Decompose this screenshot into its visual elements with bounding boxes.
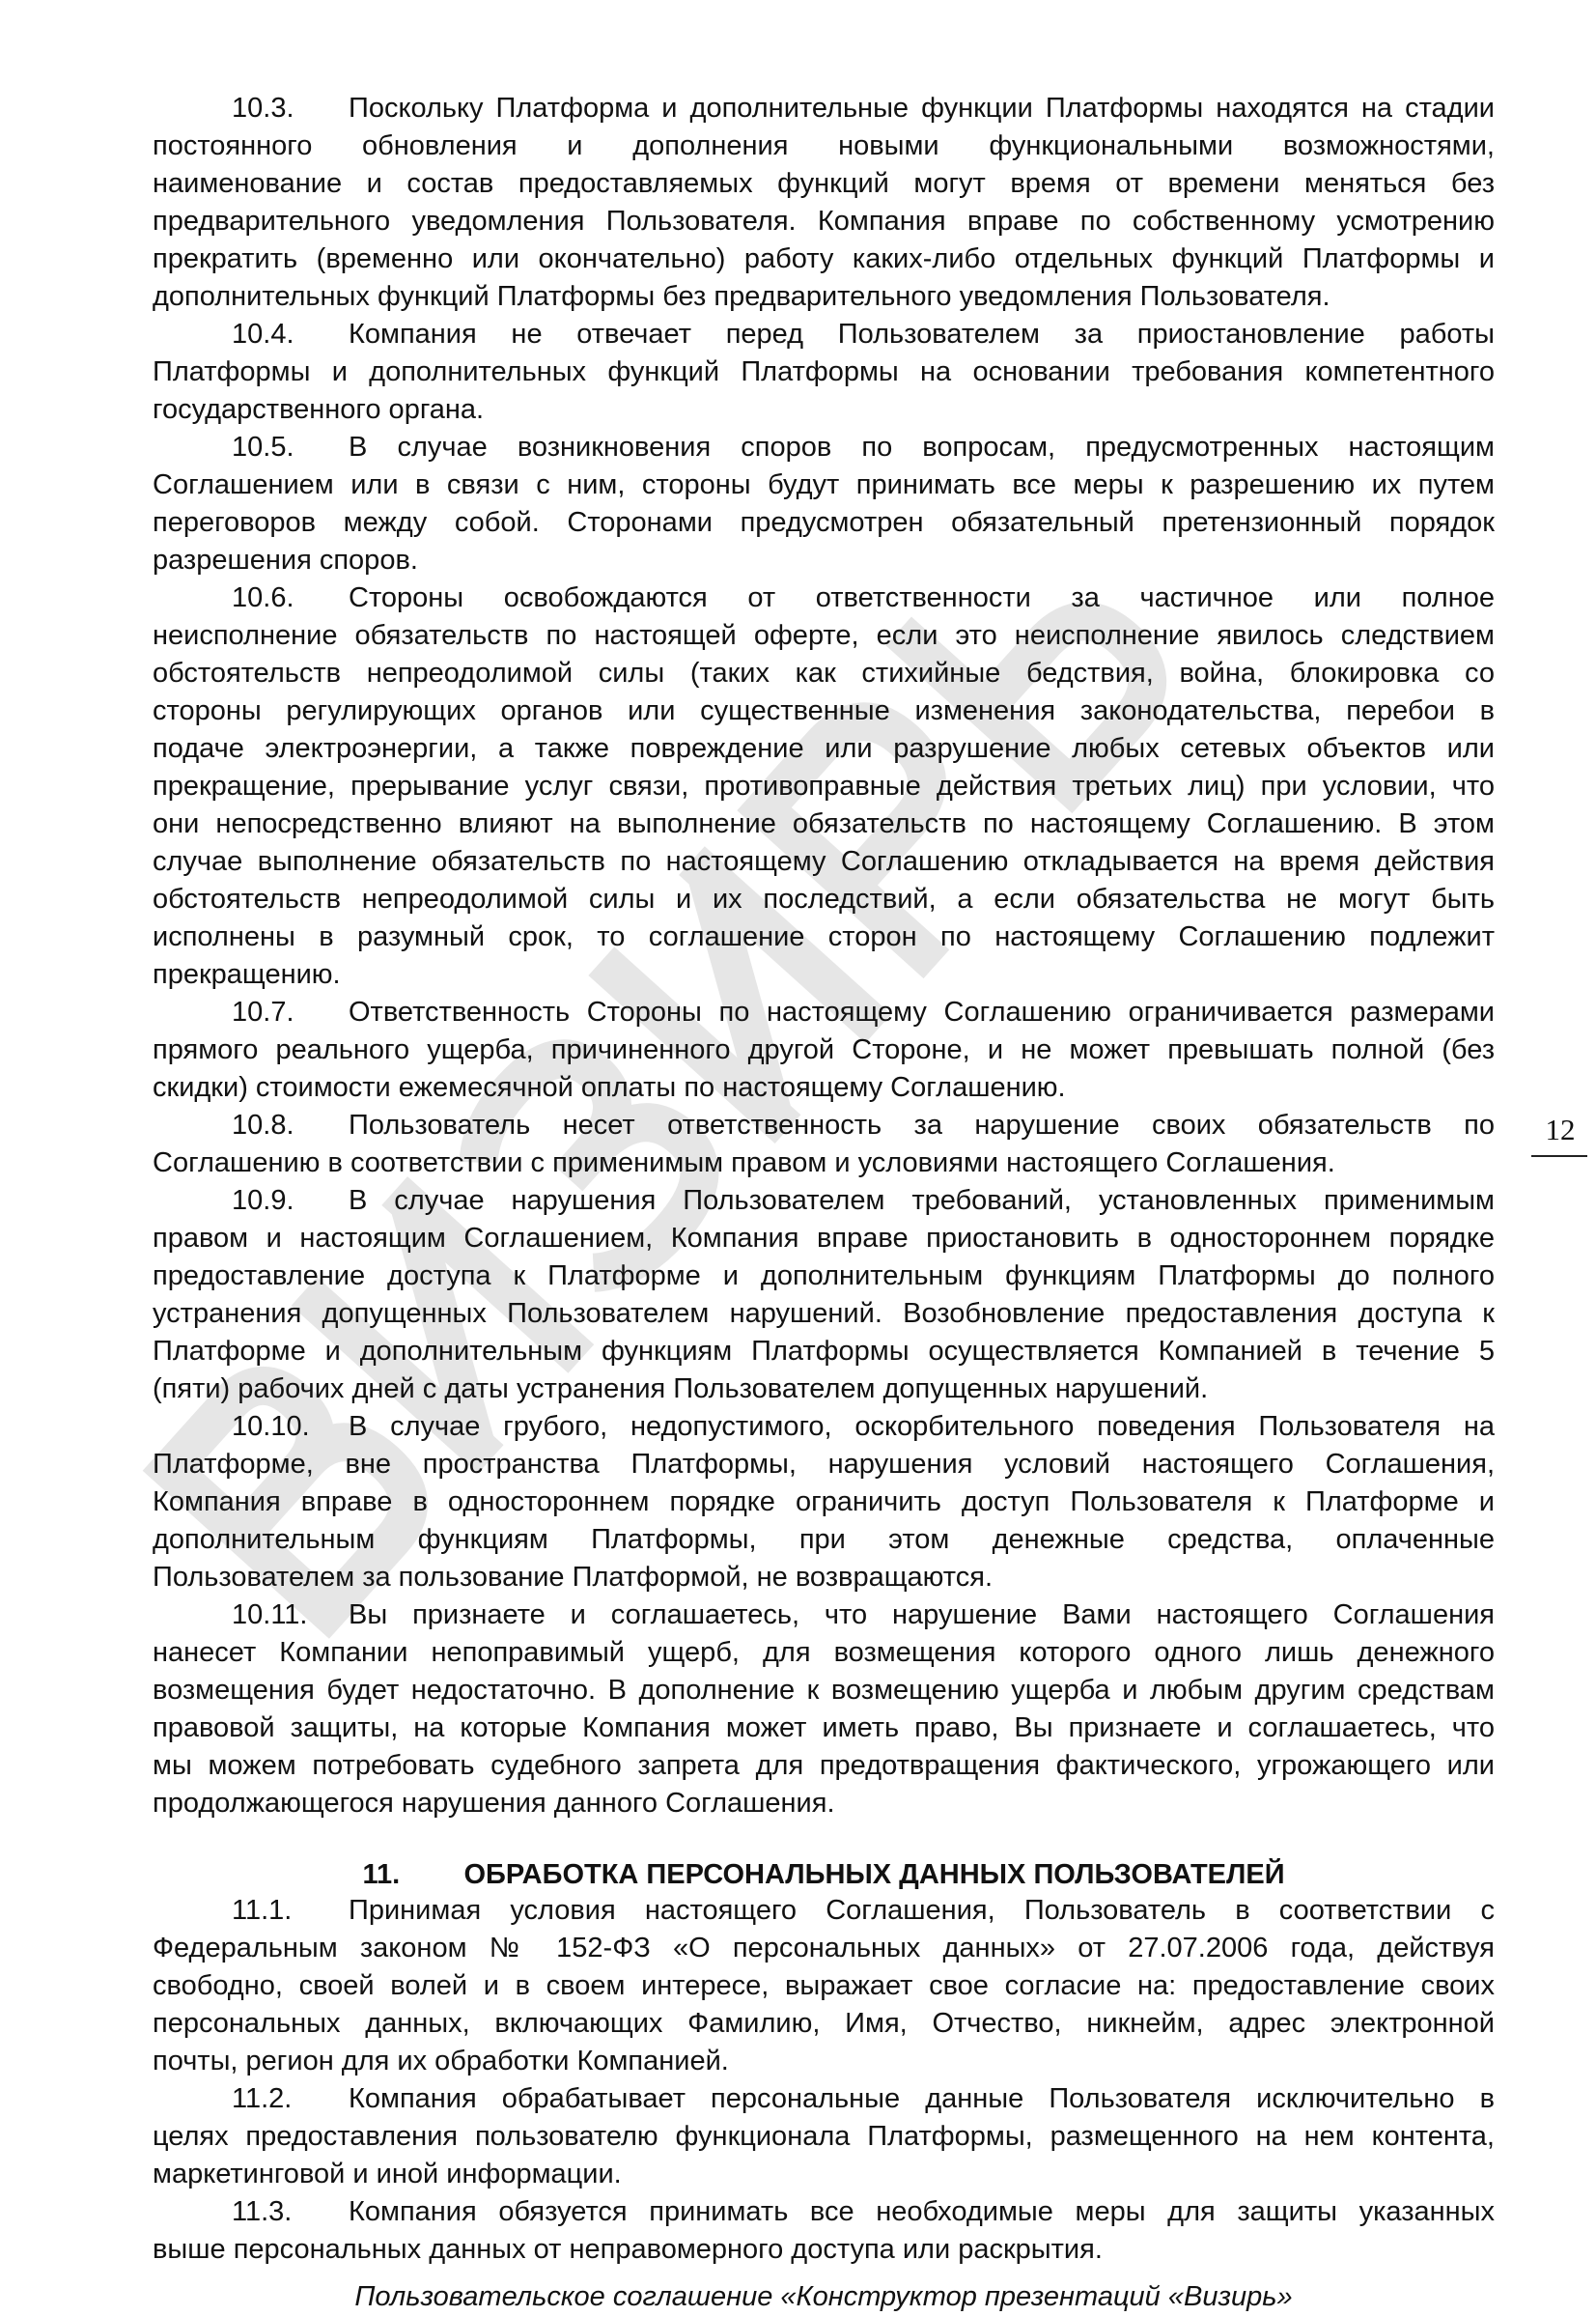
- line-text: Поскольку Платформа и дополнительные функции Платформы находятся на стадии: [349, 93, 1495, 124]
- text-line: [153, 617, 1495, 655]
- line-text: правом и настоящим Соглашением, Компания вправе приостановить в одностороннем порядке: [153, 1223, 1495, 1254]
- line-text: Вы признаете и соглашаетесь, что нарушение Вами настоящего Соглашения: [349, 1599, 1495, 1630]
- text-line: [153, 843, 1495, 881]
- text-line: [153, 956, 1495, 994]
- line-text: почты, регион для их обработки Компанией.: [153, 2046, 729, 2076]
- text-line: [153, 353, 1495, 391]
- text-line: [153, 805, 1495, 843]
- line-text: государственного органа.: [153, 394, 485, 425]
- text-line: [153, 579, 1495, 617]
- text-line: [153, 165, 1495, 203]
- text-line: [153, 2118, 1495, 2156]
- clause-number: 10.8.: [232, 1110, 294, 1141]
- text-line: [153, 278, 1495, 316]
- line-text: В случае возникновения споров по вопросам, предусмотренных настоящим: [349, 432, 1495, 463]
- line-text: Стороны освобождаются от ответственности за частичное или полное: [349, 582, 1495, 613]
- clause-number: 11.1.: [232, 1895, 293, 1926]
- line-text: правовой защиты, на которые Компания может иметь право, Вы признаете и соглашаетесь, что: [153, 1712, 1495, 1743]
- line-text: предоставление доступа к Платформе и дополнительным функциям Платформы до полного: [153, 1260, 1495, 1291]
- line-text: Принимая условия настоящего Соглашения, Пользователь в соответствии с: [349, 1895, 1495, 1926]
- text-line: [153, 1559, 1495, 1596]
- line-text: свободно, своей волей и в своем интересе, выражает свое согласие на: предоставление своих: [153, 1970, 1495, 2001]
- line-text: переговоров между собой. Сторонами предусмотрен обязательный претензионный порядок: [153, 507, 1495, 538]
- line-text: прекращение, прерывание услуг связи, противоправные действия третьих лиц) при условии, что: [153, 771, 1495, 802]
- clause-number: 10.6.: [232, 582, 294, 613]
- line-text: (пяти) рабочих дней с даты устранения Пользователем допущенных нарушений.: [153, 1373, 1209, 1404]
- line-text: устранения допущенных Пользователем нарушений. Возобновление предоставления доступа к: [153, 1298, 1495, 1329]
- line-text: стороны регулирующих органов или существенные изменения законодательства, перебои в: [153, 695, 1495, 726]
- text-line: [153, 1220, 1495, 1257]
- page-number-rule: [1531, 1155, 1587, 1157]
- text-line: [153, 1144, 1495, 1182]
- page-number: 12: [1545, 1113, 1576, 1146]
- section-number: 11.: [362, 1859, 401, 1890]
- line-text: В случае нарушения Пользователем требований, установленных применимым: [349, 1185, 1495, 1216]
- line-text: обстоятельств непреодолимой силы и их последствий, а если обязательства не могут быть: [153, 884, 1495, 915]
- text-line: [153, 1634, 1495, 1672]
- text-line: [153, 1069, 1495, 1107]
- line-text: Компания обязуется принимать все необходимые меры для защиты указанных: [349, 2196, 1495, 2227]
- text-line: [153, 1785, 1495, 1822]
- line-text: случае выполнение обязательств по настоящему Соглашению откладывается на время действия: [153, 846, 1495, 877]
- line-text: Ответственность Стороны по настоящему Соглашению ограничивается размерами: [349, 997, 1495, 1028]
- text-line: [153, 1930, 1495, 1967]
- line-text: дополнительным функциям Платформы, при этом денежные средства, оплаченные: [153, 1524, 1495, 1555]
- line-text: обстоятельств непреодолимой силы (таких как стихийные бедствия, война, блокировка со: [153, 658, 1495, 689]
- line-text: нанесет Компании непоправимый ущерб, для возмещения которого одного лишь денежного: [153, 1637, 1495, 1668]
- page-footer: Пользовательское соглашение «Конструктор презентаций «Визирь»: [354, 2281, 1293, 2312]
- clause-paragraph: [153, 1596, 1495, 1822]
- text-line: [153, 504, 1495, 542]
- text-line: [153, 918, 1495, 956]
- text-line: [153, 655, 1495, 692]
- text-line: [153, 1446, 1495, 1483]
- clause-number: 10.11.: [232, 1599, 308, 1630]
- line-text: Соглашению в соответствии с применимым правом и условиями настоящего Соглашения.: [153, 1147, 1335, 1178]
- text-line: [153, 1521, 1495, 1559]
- text-line: [153, 2193, 1495, 2231]
- clause-number: 10.3.: [232, 93, 294, 124]
- text-line: [153, 316, 1495, 353]
- line-text: исполнены в разумный срок, то соглашение сторон по настоящему Соглашению подлежит: [153, 921, 1495, 952]
- text-line: [153, 1031, 1495, 1069]
- line-text: Платформе и дополнительным функциям Платформы осуществляется Компанией в течение 5: [153, 1336, 1495, 1367]
- line-text: подаче электроэнергии, а также повреждение или разрушение любых сетевых объектов или: [153, 733, 1495, 764]
- clause-paragraph: [153, 1107, 1495, 1182]
- text-line: [153, 2005, 1495, 2043]
- text-line: [153, 994, 1495, 1031]
- line-text: маркетинговой и иной информации.: [153, 2159, 622, 2189]
- text-line: [153, 429, 1495, 466]
- line-text: постоянного обновления и дополнения новыми функциональными возможностями,: [153, 130, 1495, 161]
- line-text: Платформы и дополнительных функций Платформы на основании требования компетентного: [153, 356, 1495, 387]
- text-line: [153, 1596, 1495, 1634]
- text-line: [153, 90, 1495, 127]
- line-text: неисполнение обязательств по настоящей оферте, если это неисполнение явилось следствием: [153, 620, 1495, 651]
- text-line: [153, 1747, 1495, 1785]
- document-body: [153, 90, 1495, 2316]
- text-line: [153, 1182, 1495, 1220]
- clause-paragraph: [153, 994, 1495, 1107]
- section-title: ОБРАБОТКА ПЕРСОНАЛЬНЫХ ДАННЫХ ПОЛЬЗОВАТЕЛЕЙ: [463, 1859, 1285, 1890]
- clause-paragraph: [153, 2080, 1495, 2193]
- line-text: Соглашением или в связи с ним, стороны будут принимать все меры к разрешению их путем: [153, 469, 1495, 500]
- line-text: персональных данных, включающих Фамилию, Имя, Отчество, никнейм, адрес электронной: [153, 2008, 1495, 2039]
- text-line: [153, 1709, 1495, 1747]
- line-text: Компания не отвечает перед Пользователем за приостановление работы: [349, 319, 1495, 350]
- line-text: разрешения споров.: [153, 545, 418, 576]
- text-line: [153, 1672, 1495, 1709]
- line-text: они непосредственно влияют на выполнение обязательств по настоящему Соглашению. В этом: [153, 808, 1495, 839]
- clause-number: 10.9.: [232, 1185, 294, 1216]
- text-line: [153, 1967, 1495, 2005]
- text-line: [153, 1370, 1495, 1408]
- text-line: [153, 2043, 1495, 2080]
- clause-number: 10.4.: [232, 319, 294, 350]
- text-line: [153, 127, 1495, 165]
- line-text: Компания обрабатывает персональные данные Пользователя исключительно в: [349, 2083, 1495, 2114]
- line-text: выше персональных данных от неправомерного доступа или раскрытия.: [153, 2234, 1103, 2265]
- clause-number: 10.5.: [232, 432, 294, 463]
- line-text: наименование и состав предоставляемых функций могут время от времени меняться без: [153, 168, 1495, 199]
- line-text: Платформе, вне пространства Платформы, нарушения условий настоящего Соглашения,: [153, 1449, 1495, 1480]
- text-line: [153, 1483, 1495, 1521]
- clause-paragraph: [153, 429, 1495, 579]
- section-heading: [153, 1857, 1495, 1892]
- text-line: [153, 1408, 1495, 1446]
- line-text: В случае грубого, недопустимого, оскорбительного поведения Пользователя на: [349, 1411, 1495, 1442]
- clause-paragraph: [153, 2193, 1495, 2269]
- line-text: Компания вправе в одностороннем порядке ограничить доступ Пользователя к Платформе и: [153, 1486, 1495, 1517]
- line-text: продолжающегося нарушения данного Соглашения.: [153, 1788, 835, 1819]
- text-line: [153, 692, 1495, 730]
- line-text: мы можем потребовать судебного запрета для предотвращения фактического, угрожающего или: [153, 1750, 1495, 1781]
- text-line: [153, 1107, 1495, 1144]
- line-text: целях предоставления пользователю функционала Платформы, размещенного на нем контента,: [153, 2121, 1495, 2152]
- line-text: прекращению.: [153, 959, 341, 990]
- text-line: [153, 2231, 1495, 2269]
- line-text: Пользователь несет ответственность за нарушение своих обязательств по: [349, 1110, 1495, 1141]
- clause-paragraph: [153, 1408, 1495, 1596]
- line-text: предварительного уведомления Пользователя. Компания вправе по собственному усмотрению: [153, 206, 1495, 237]
- text-line: [153, 2080, 1495, 2118]
- clause-paragraph: [153, 90, 1495, 316]
- line-text: возмещения будет недостаточно. В дополнение к возмещению ущерба и любым другим средствам: [153, 1675, 1495, 1706]
- text-line: [153, 881, 1495, 918]
- line-text: прямого реального ущерба, причиненного другой Стороне, и не может превышать полной (без: [153, 1034, 1495, 1065]
- text-line: [153, 542, 1495, 579]
- text-line: [153, 1295, 1495, 1333]
- clause-number: 10.7.: [232, 997, 294, 1028]
- line-text: скидки) стоимости ежемесячной оплаты по настоящему Соглашению.: [153, 1072, 1066, 1103]
- text-line: [153, 1257, 1495, 1295]
- text-line: [153, 2156, 1495, 2193]
- text-line: [153, 1333, 1495, 1370]
- text-line: [153, 466, 1495, 504]
- text-line: [153, 1892, 1495, 1930]
- clause-number: 11.2.: [232, 2083, 293, 2114]
- text-line: [153, 391, 1495, 429]
- line-text: Федеральным законом № 152-ФЗ «О персональных данных» от 27.07.2006 года, действуя: [153, 1933, 1495, 1963]
- clause-paragraph: [153, 1892, 1495, 2080]
- text-line: [153, 730, 1495, 768]
- line-text: Пользователем за пользование Платформой, не возвращаются.: [153, 1562, 994, 1593]
- clause-paragraph: [153, 579, 1495, 994]
- text-line: [153, 203, 1495, 240]
- text-line: [153, 768, 1495, 805]
- text-line: [153, 240, 1495, 278]
- line-text: дополнительных функций Платформы без предварительного уведомления Пользователя.: [153, 281, 1330, 312]
- clause-paragraph: [153, 1182, 1495, 1408]
- clause-number: 10.10.: [232, 1411, 310, 1442]
- clause-number: 11.3.: [232, 2196, 293, 2227]
- line-text: прекратить (временно или окончательно) работу каких-либо отдельных функций Платформы и: [153, 243, 1495, 274]
- clause-paragraph: [153, 316, 1495, 429]
